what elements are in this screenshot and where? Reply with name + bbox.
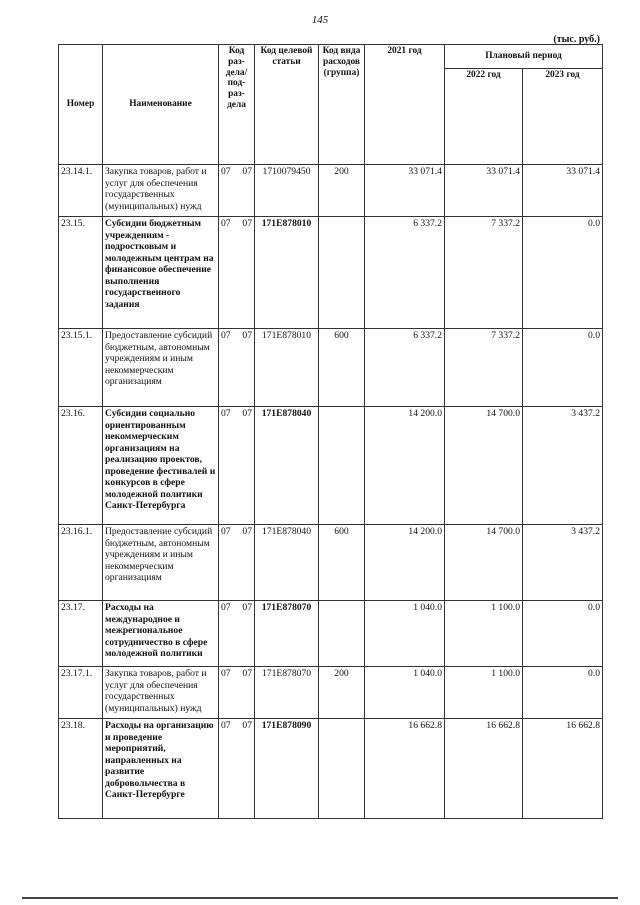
row-year-2022: 1 100.0 (445, 667, 523, 719)
row-year-2021: 1 040.0 (365, 601, 445, 667)
row-number: 23.16. (59, 407, 103, 525)
row-target-code: 171E878010 (255, 217, 319, 329)
row-section-code (219, 525, 255, 601)
row-expense-code (319, 719, 365, 819)
row-expense-code: 200 (319, 165, 365, 217)
row-section-code (219, 217, 255, 329)
row-expense-code (319, 217, 365, 329)
row-section: 07 (221, 218, 231, 229)
row-year-2021: 33 071.4 (365, 165, 445, 217)
row-name: Субсидии бюджетным учреждениям - подростковым и молодежным центрам на финансовое обеспечение выполнения государственного задания (103, 217, 219, 329)
table-row (59, 217, 603, 329)
row-name: Субсидии социально ориентированным некоммерческим организациям на реализацию проектов, проведение фестивалей и конкурсов в сфере молодежной политики Санкт-Петербурга (103, 407, 219, 525)
row-year-2022: 16 662.8 (445, 719, 523, 819)
row-year-2023: 0.0 (523, 329, 603, 407)
row-subsection: 07 (242, 330, 252, 341)
header-year-2021: 2021 год (365, 45, 445, 165)
row-section: 07 (221, 668, 231, 679)
row-subsection: 07 (242, 720, 252, 731)
header-name: Наименование (103, 45, 219, 165)
row-year-2023: 3 437.2 (523, 525, 603, 601)
row-target-code: 171E878010 (255, 329, 319, 407)
row-year-2023: 0.0 (523, 217, 603, 329)
row-expense-code: 600 (319, 525, 365, 601)
units-label: (тыс. руб.) (553, 34, 600, 45)
row-target-code: 171E878070 (255, 601, 319, 667)
row-subsection: 07 (242, 166, 252, 177)
page-bottom-rule (22, 897, 618, 899)
row-subsection: 07 (242, 526, 252, 537)
row-section: 07 (221, 720, 231, 731)
row-subsection: 07 (242, 218, 252, 229)
header-year-2023: 2023 год (523, 69, 603, 165)
row-number: 23.17.1. (59, 667, 103, 719)
row-year-2022: 14 700.0 (445, 525, 523, 601)
row-year-2022: 7 337.2 (445, 329, 523, 407)
row-number: 23.17. (59, 601, 103, 667)
row-year-2021: 6 337.2 (365, 217, 445, 329)
row-year-2021: 16 662.8 (365, 719, 445, 819)
header-year-2022: 2022 год (445, 69, 523, 165)
row-year-2022: 14 700.0 (445, 407, 523, 525)
row-year-2022: 7 337.2 (445, 217, 523, 329)
row-number: 23.14.1. (59, 165, 103, 217)
row-target-code: 171E878040 (255, 525, 319, 601)
row-target-code: 171E878090 (255, 719, 319, 819)
row-section: 07 (221, 602, 231, 613)
row-year-2021: 14 200.0 (365, 525, 445, 601)
row-number: 23.16.1. (59, 525, 103, 601)
header-planning-period: Плановый период (445, 45, 603, 69)
row-year-2023: 33 071.4 (523, 165, 603, 217)
row-year-2023: 16 662.8 (523, 719, 603, 819)
table-row (59, 601, 603, 667)
row-number: 23.15. (59, 217, 103, 329)
row-subsection: 07 (242, 668, 252, 679)
row-target-code: 171E878070 (255, 667, 319, 719)
row-name: Закупка товаров, работ и услуг для обеспечения государственных (муниципальных) нужд (103, 667, 219, 719)
row-section-code (219, 329, 255, 407)
header-expense-code: Код вида расходов (группа) (319, 45, 365, 165)
row-number: 23.18. (59, 719, 103, 819)
row-year-2022: 1 100.0 (445, 601, 523, 667)
row-section: 07 (221, 330, 231, 341)
row-subsection: 07 (242, 408, 252, 419)
row-year-2022: 33 071.4 (445, 165, 523, 217)
table-row (59, 407, 603, 525)
row-name: Предоставление субсидий бюджетным, автономным учреждениям и иным некоммерческим организациям (103, 525, 219, 601)
header-number: Номер (59, 45, 103, 165)
row-section-code (219, 667, 255, 719)
table-row (59, 667, 603, 719)
row-section-code (219, 719, 255, 819)
row-section-code (219, 601, 255, 667)
budget-table (58, 44, 603, 819)
row-name: Закупка товаров, работ и услуг для обеспечения государственных (муниципальных) нужд (103, 165, 219, 217)
row-year-2021: 6 337.2 (365, 329, 445, 407)
header-section-code: Код раз- дела/ под- раз- дела (219, 45, 255, 165)
row-year-2021: 14 200.0 (365, 407, 445, 525)
table-row (59, 525, 603, 601)
row-year-2023: 0.0 (523, 667, 603, 719)
row-subsection: 07 (242, 602, 252, 613)
row-section: 07 (221, 408, 231, 419)
row-name: Расходы на организацию и проведение мероприятий, направленных на развитие добровольчества в Санкт-Петербурге (103, 719, 219, 819)
row-section: 07 (221, 166, 231, 177)
row-year-2021: 1 040.0 (365, 667, 445, 719)
table-row (59, 165, 603, 217)
row-section: 07 (221, 526, 231, 537)
table-row (59, 719, 603, 819)
page-number: 145 (311, 14, 329, 26)
header-target-code: Код целевой статьи (255, 45, 319, 165)
row-expense-code (319, 601, 365, 667)
row-section-code (219, 407, 255, 525)
row-year-2023: 3 437.2 (523, 407, 603, 525)
row-target-code: 171E878040 (255, 407, 319, 525)
row-name: Предоставление субсидий бюджетным, автономным учреждениям и иным некоммерческим организациям (103, 329, 219, 407)
table-row (59, 329, 603, 407)
row-expense-code (319, 407, 365, 525)
row-expense-code: 600 (319, 329, 365, 407)
row-name: Расходы на международное и межрегиональное сотрудничество в сфере молодежной политики (103, 601, 219, 667)
row-target-code: 1710079450 (255, 165, 319, 217)
row-section-code (219, 165, 255, 217)
row-year-2023: 0.0 (523, 601, 603, 667)
row-expense-code: 200 (319, 667, 365, 719)
row-number: 23.15.1. (59, 329, 103, 407)
